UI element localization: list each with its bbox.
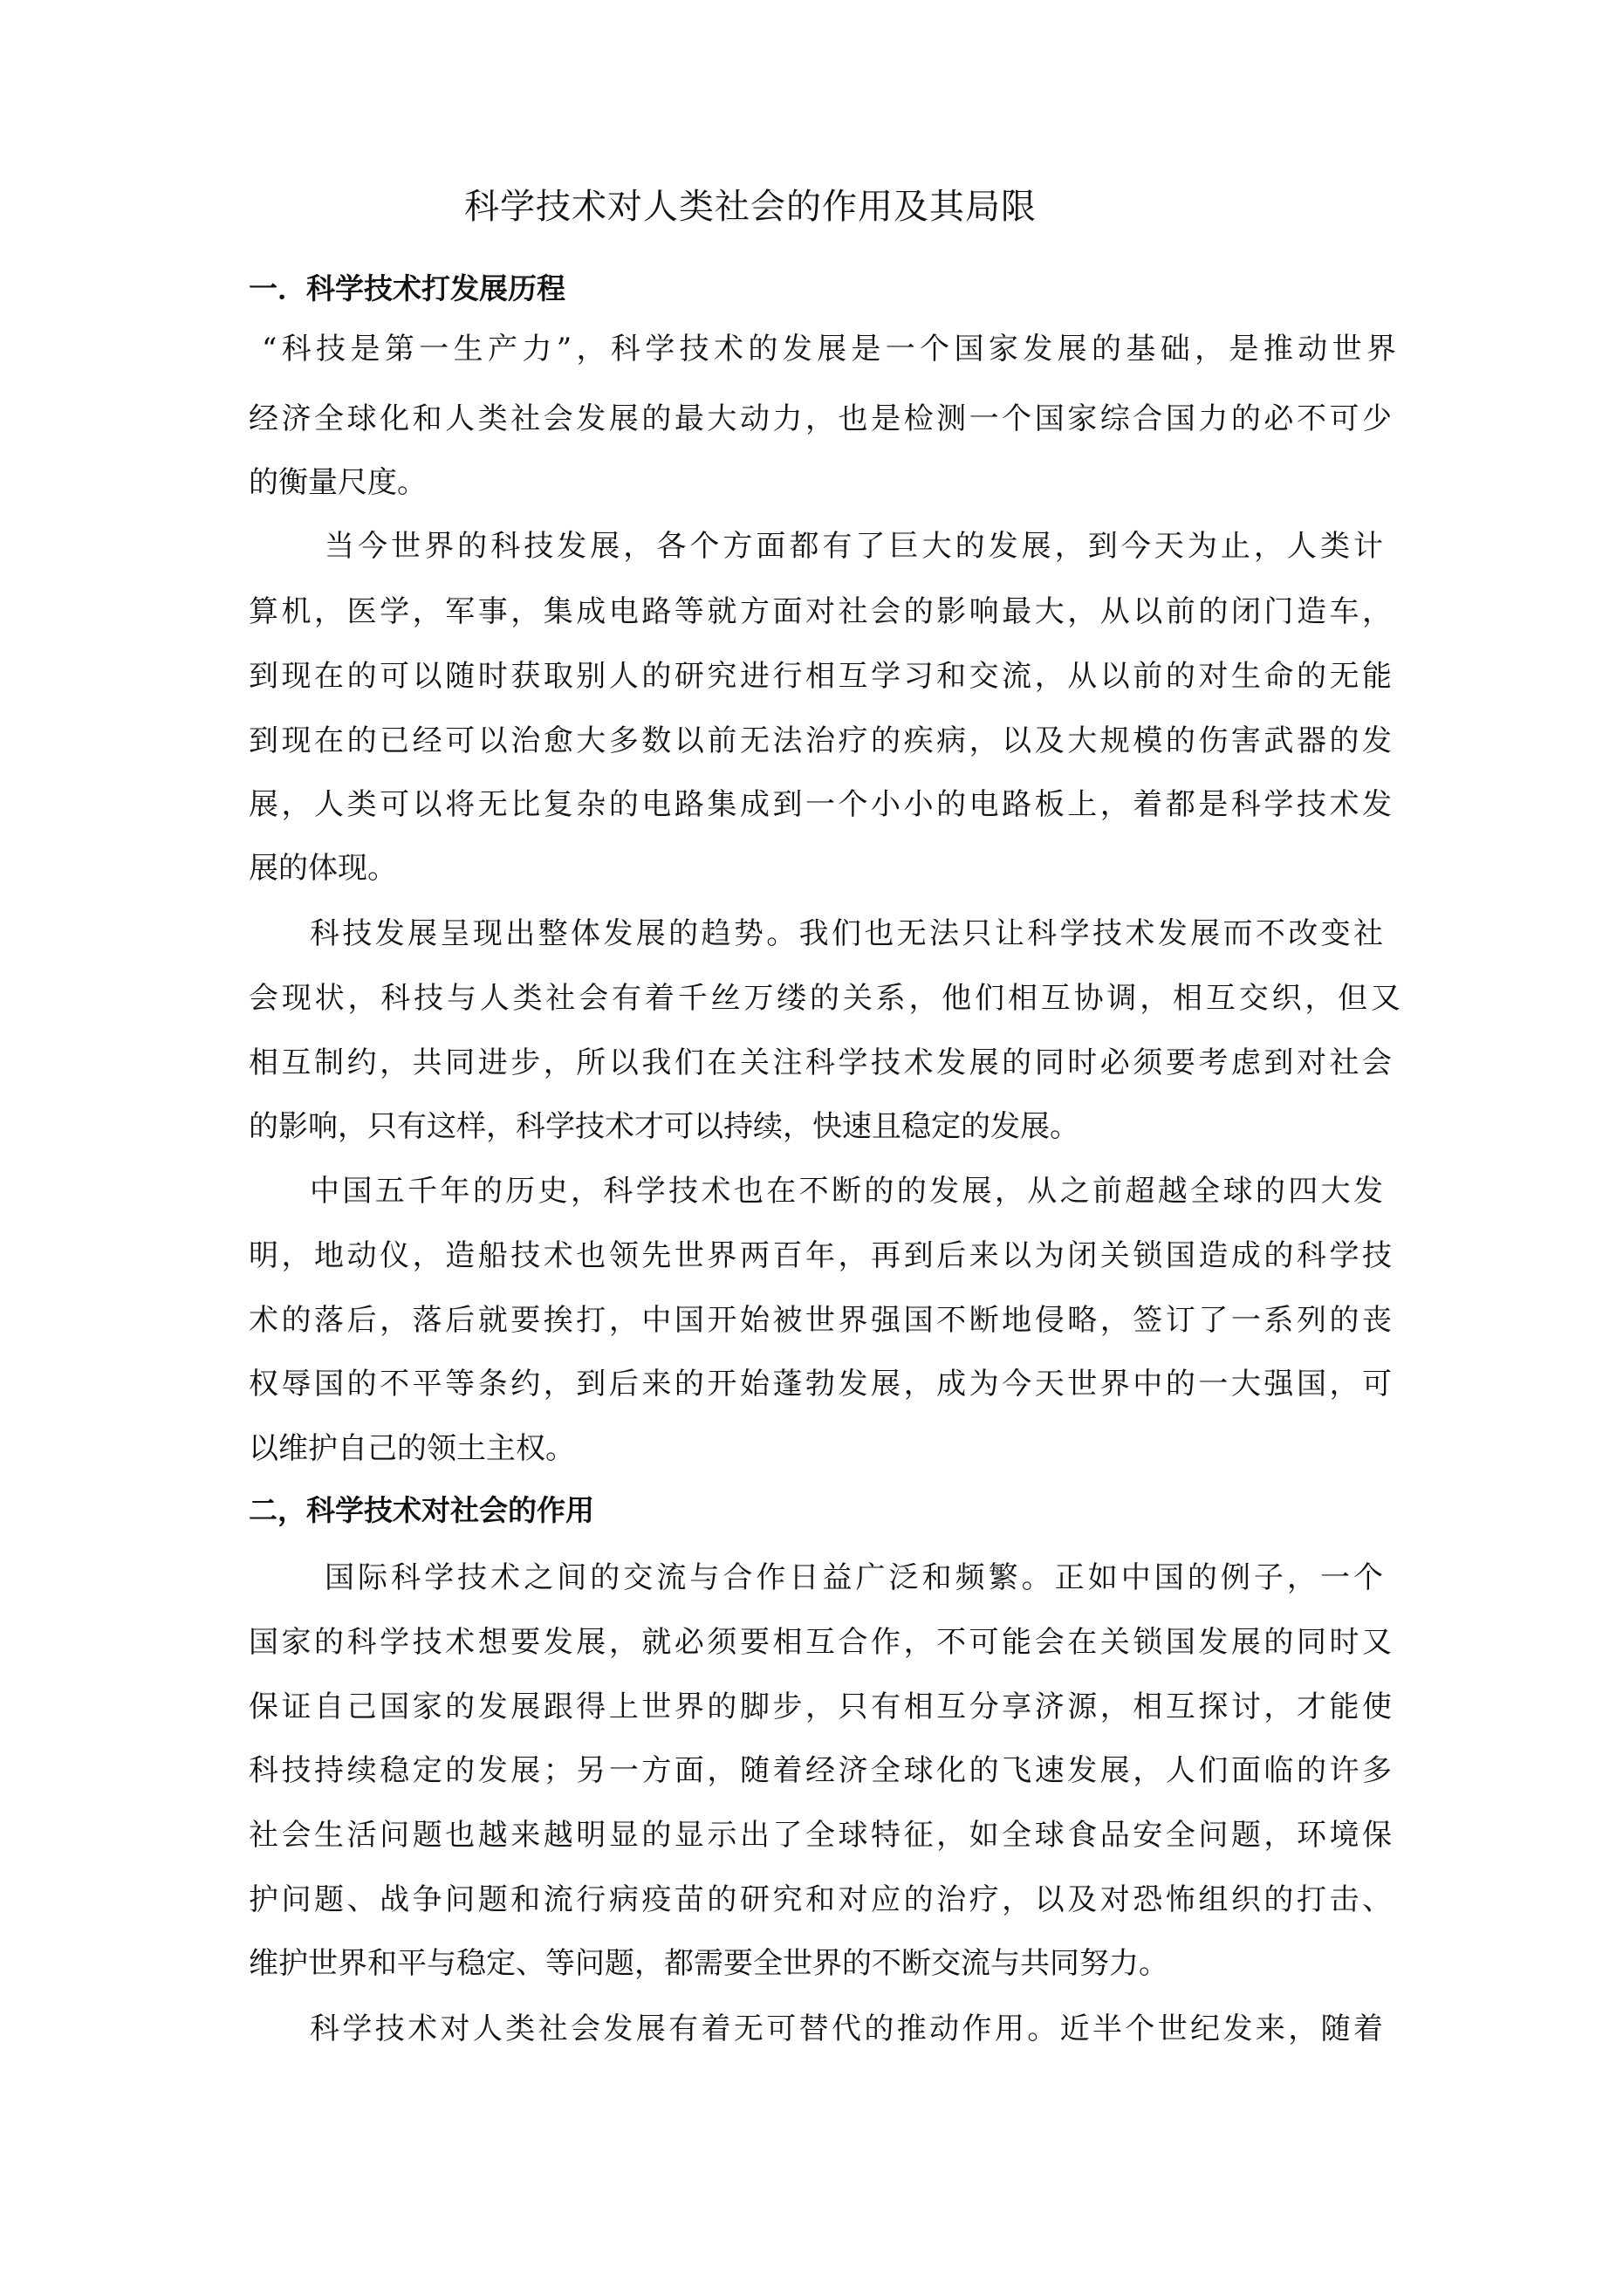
paragraph-line: 展，人类可以将无比复杂的电路集成到一个小小的电路板上，着都是科学技术发 bbox=[249, 787, 1392, 822]
paragraph-line: 到现在的可以随时获取别人的研究进行相互学习和交流，从以前的对生命的无能 bbox=[249, 659, 1392, 694]
paragraph-line: 维护世界和平与稳定、等问题，都需要全世界的不断交流与共同努力。 bbox=[249, 1946, 1168, 1981]
paragraph-line: 术的落后，落后就要挨打，中国开始被世界强国不断地侵略，签订了一系列的丧 bbox=[249, 1303, 1392, 1338]
paragraph-line: 国家的科学技术想要发展，就必须要相互合作，不可能会在关锁国发展的同时又 bbox=[249, 1625, 1392, 1660]
paragraph-line: 当今世界的科技发展，各个方面都有了巨大的发展，到今天为止，人类计 bbox=[325, 529, 1383, 564]
section-heading-2: 二，科学技术对社会的作用 bbox=[249, 1493, 594, 1527]
paragraph-line: 保证自己国家的发展跟得上世界的脚步，只有相互分享济源，相互探讨，才能使 bbox=[249, 1689, 1392, 1724]
paragraph-line: 护问题、战争问题和流行病疫苗的研究和对应的治疗，以及对恐怖组织的打击、 bbox=[249, 1882, 1392, 1917]
paragraph-line: 算机，医学，军事，集成电路等就方面对社会的影响最大，从以前的闭门造车， bbox=[249, 594, 1392, 629]
paragraph-line: 相互制约，共同进步，所以我们在关注科学技术发展的同时必须要考虑到对社会 bbox=[249, 1045, 1392, 1080]
paragraph-line: 会现状，科技与人类社会有着千丝万缕的关系，他们相互协调，相互交织，但又 bbox=[249, 981, 1400, 1016]
paragraph-line: 科技发展呈现出整体发展的趋势。我们也无法只让科学技术发展而不改变社 bbox=[310, 916, 1383, 951]
paragraph-line: “科技是第一生产力”，科学技术的发展是一个国家发展的基础，是推动世界 bbox=[262, 332, 1396, 367]
paragraph-line: 中国五千年的历史，科学技术也在不断的的发展，从之前超越全球的四大发 bbox=[310, 1174, 1383, 1209]
paragraph-line: 以维护自己的领土主权。 bbox=[249, 1431, 575, 1466]
paragraph-line: 的影响，只有这样，科学技术才可以持续，快速且稳定的发展。 bbox=[249, 1109, 1079, 1144]
paragraph-line: 科技持续稳定的发展；另一方面，随着经济全球化的飞速发展，人们面临的许多 bbox=[249, 1753, 1392, 1788]
section-heading-1: 一．科学技术打发展历程 bbox=[249, 271, 565, 305]
paragraph-line: 明，地动仪，造船技术也领先世界两百年，再到后来以为闭关锁国造成的科学技 bbox=[249, 1238, 1392, 1273]
paragraph-line: 社会生活问题也越来越明显的显示出了全球特征，如全球食品安全问题，环境保 bbox=[249, 1818, 1392, 1853]
paragraph-line: 到现在的已经可以治愈大多数以前无法治疗的疾病，以及大规模的伤害武器的发 bbox=[249, 723, 1392, 758]
paragraph-line: 国际科学技术之间的交流与合作日益广泛和频繁。正如中国的例子，一个 bbox=[325, 1560, 1383, 1595]
paragraph-line: 科学技术对人类社会发展有着无可替代的推动作用。近半个世纪发来，随着 bbox=[310, 2012, 1383, 2046]
paragraph-line: 展的体现。 bbox=[249, 851, 397, 886]
paragraph-line: 的衡量尺度。 bbox=[249, 465, 427, 500]
document-title: 科学技术对人类社会的作用及其局限 bbox=[464, 187, 1037, 227]
paragraph-line: 经济全球化和人类社会发展的最大动力，也是检测一个国家综合国力的必不可少 bbox=[249, 401, 1392, 436]
paragraph-line: 权辱国的不平等条约，到后来的开始蓬勃发展，成为今天世界中的一大强国，可 bbox=[249, 1367, 1392, 1402]
